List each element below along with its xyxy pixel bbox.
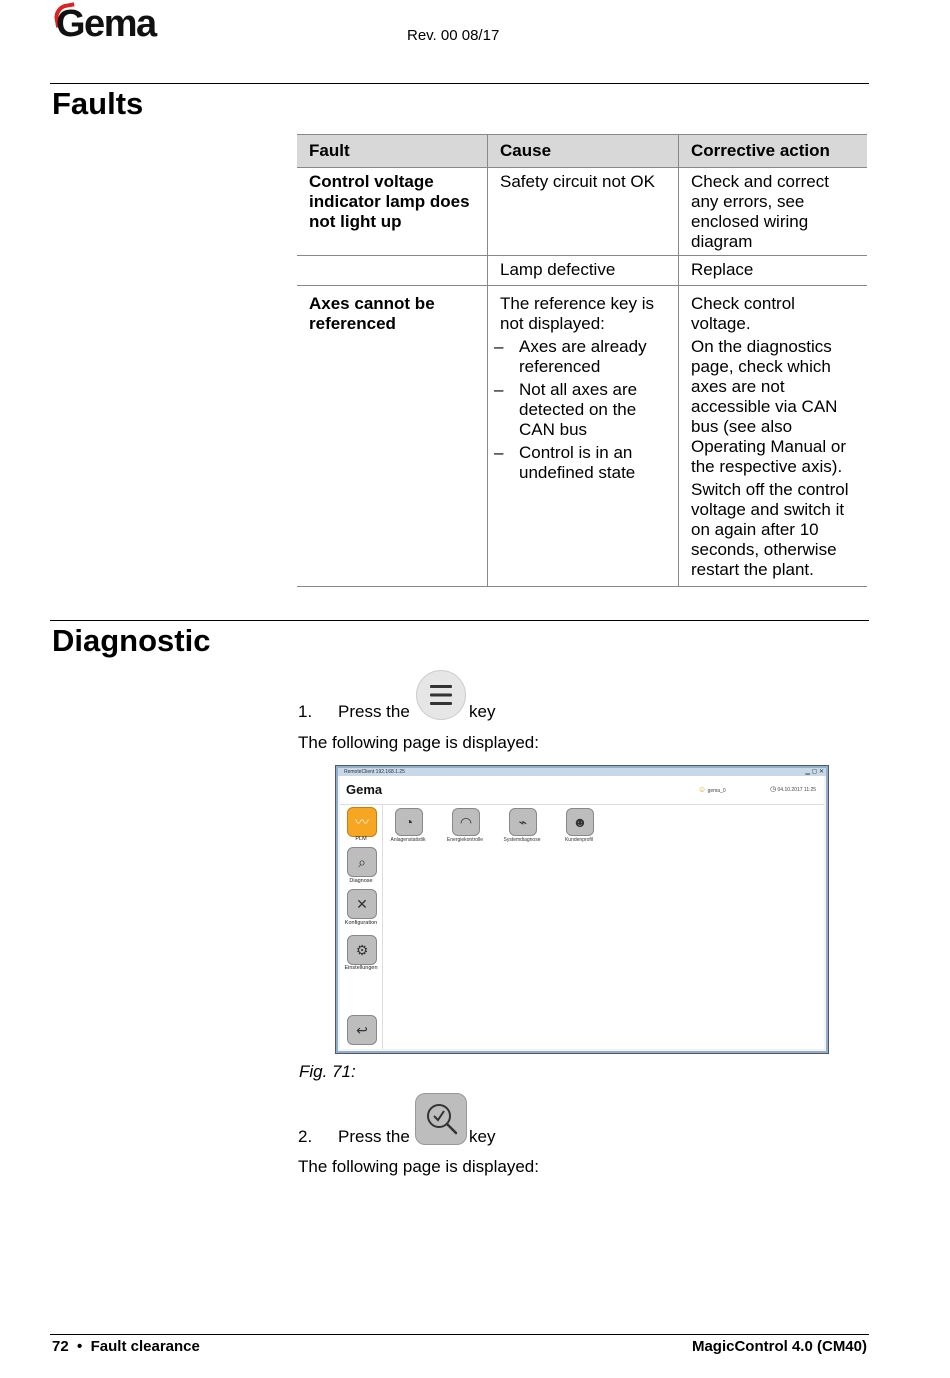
user-label bbox=[698, 785, 726, 794]
magnifier-icon: ⌕ bbox=[358, 854, 366, 870]
datetime-text: 04.10.2017 11:25 bbox=[777, 787, 817, 793]
list-item: – Control is in an undefined state bbox=[494, 443, 636, 482]
datetime-label bbox=[770, 785, 816, 793]
app-main bbox=[383, 805, 824, 1049]
cause-list bbox=[494, 337, 666, 483]
back-arrow-icon: ↩ bbox=[356, 1022, 368, 1038]
page-number: 72 bbox=[52, 1338, 69, 1355]
cause-cell bbox=[488, 286, 679, 587]
section-rule bbox=[50, 620, 869, 621]
cause-intro: The reference key is not displayed: bbox=[500, 294, 655, 333]
table-row bbox=[297, 256, 867, 286]
action-paragraph: On the diagnostics page, check which axes are not accessible via CAN bus (see also Operating Manual or the respective axis). bbox=[691, 337, 846, 476]
figure-caption: Fig. 71: bbox=[299, 1062, 356, 1081]
clock-icon: ◷ bbox=[770, 786, 777, 793]
step-text: Press the bbox=[338, 702, 410, 721]
user-icon: ☺ bbox=[698, 785, 707, 794]
col-action-header: Corrective action bbox=[679, 135, 868, 168]
main-item-label: Systemdiagnose bbox=[503, 837, 541, 843]
step-text-key: key bbox=[469, 1127, 496, 1146]
pulse-icon: ⌁ bbox=[518, 814, 528, 830]
footer-left bbox=[52, 1338, 200, 1355]
diagnose-button[interactable] bbox=[347, 847, 377, 877]
menu-key-icon bbox=[416, 670, 466, 720]
window-controls: ▁ ▢ ✕ bbox=[805, 769, 824, 775]
figure-screenshot bbox=[335, 765, 829, 1054]
step-text: Press the bbox=[338, 1127, 410, 1146]
list-item: – Not all axes are detected on the CAN bus bbox=[494, 380, 638, 439]
col-fault-header: Fault bbox=[297, 135, 488, 168]
list-item: – Axes are already referenced bbox=[494, 337, 647, 376]
footer-product: MagicControl 4.0 (CM40) bbox=[691, 1338, 867, 1355]
result-text: The following page is displayed: bbox=[298, 1157, 539, 1176]
system-diagnosis-button[interactable] bbox=[509, 808, 537, 836]
settings-button[interactable] bbox=[347, 935, 377, 965]
app-header bbox=[340, 776, 824, 805]
step-text-key: key bbox=[469, 702, 496, 721]
statistics-button[interactable] bbox=[395, 808, 423, 836]
action-cell: Check and correct any errors, see enclosed wiring diagram bbox=[679, 168, 868, 256]
action-paragraph: Check control voltage. bbox=[691, 294, 795, 333]
step-number: 1. bbox=[298, 702, 313, 721]
app-logo: Gema bbox=[346, 782, 383, 797]
main-item-label: Kundenprofil bbox=[564, 837, 594, 843]
configuration-button[interactable] bbox=[347, 889, 377, 919]
logo-text: Gema bbox=[56, 3, 156, 45]
gauge-icon: ◠ bbox=[459, 814, 473, 830]
fault-cell bbox=[297, 256, 488, 286]
sidebar-label: Einstellungen bbox=[344, 965, 378, 971]
list-item-text: Control is in an undefined state bbox=[519, 443, 636, 482]
customer-profile-button[interactable] bbox=[566, 808, 594, 836]
stopwatch-icon: ◔ bbox=[404, 814, 414, 830]
gema-logo bbox=[52, 2, 172, 46]
list-item-text: Axes are already referenced bbox=[519, 337, 647, 376]
cause-cell: Lamp defective bbox=[488, 256, 679, 286]
action-cell bbox=[679, 286, 868, 587]
footer-separator: • bbox=[77, 1338, 83, 1355]
window-title: RemoteClient 192.168.1.25 bbox=[338, 768, 826, 776]
sidebar-label: Diagnose bbox=[349, 878, 373, 884]
user-gear-icon: ☻ bbox=[572, 814, 588, 830]
plm-button[interactable] bbox=[347, 807, 377, 837]
step-number: 2. bbox=[298, 1127, 313, 1146]
table-row bbox=[297, 286, 867, 587]
faults-title: Faults bbox=[52, 86, 144, 121]
sidebar-label: PLM bbox=[355, 836, 367, 842]
main-item-label: Energiekontrolle bbox=[446, 837, 484, 843]
fault-cell: Control voltage indicator lamp does not light up bbox=[297, 168, 488, 256]
faults-table bbox=[297, 134, 867, 587]
header-rule bbox=[50, 83, 869, 84]
energy-control-button[interactable] bbox=[452, 808, 480, 836]
revision-label: Rev. 00 08/17 bbox=[407, 27, 500, 44]
sidebar-label: Konfiguration bbox=[344, 920, 378, 926]
footer-section: Fault clearance bbox=[90, 1338, 200, 1355]
app-sidebar bbox=[340, 805, 383, 1049]
tools-icon: ✕ bbox=[356, 896, 368, 912]
chart-icon: 〰 bbox=[355, 814, 369, 830]
diagnostic-title: Diagnostic bbox=[52, 623, 211, 658]
diagnose-key-icon bbox=[415, 1093, 467, 1145]
fault-cell: Axes cannot be referenced bbox=[297, 286, 488, 587]
action-cell: Replace bbox=[679, 256, 868, 286]
main-item-label: Anlagenstatistik bbox=[390, 837, 426, 843]
footer-rule bbox=[50, 1334, 869, 1335]
table-row bbox=[297, 168, 867, 256]
back-button[interactable] bbox=[347, 1015, 377, 1045]
gear-icon: ⚙ bbox=[355, 942, 369, 958]
result-text: The following page is displayed: bbox=[298, 733, 539, 752]
user-name: gema_0 bbox=[707, 788, 726, 794]
col-cause-header: Cause bbox=[488, 135, 679, 168]
action-paragraph: Switch off the control voltage and switch it on again after 10 seconds, otherwise restart the plant. bbox=[691, 480, 849, 579]
list-item-text: Not all axes are detected on the CAN bus bbox=[519, 380, 638, 439]
cause-cell: Safety circuit not OK bbox=[488, 168, 679, 256]
